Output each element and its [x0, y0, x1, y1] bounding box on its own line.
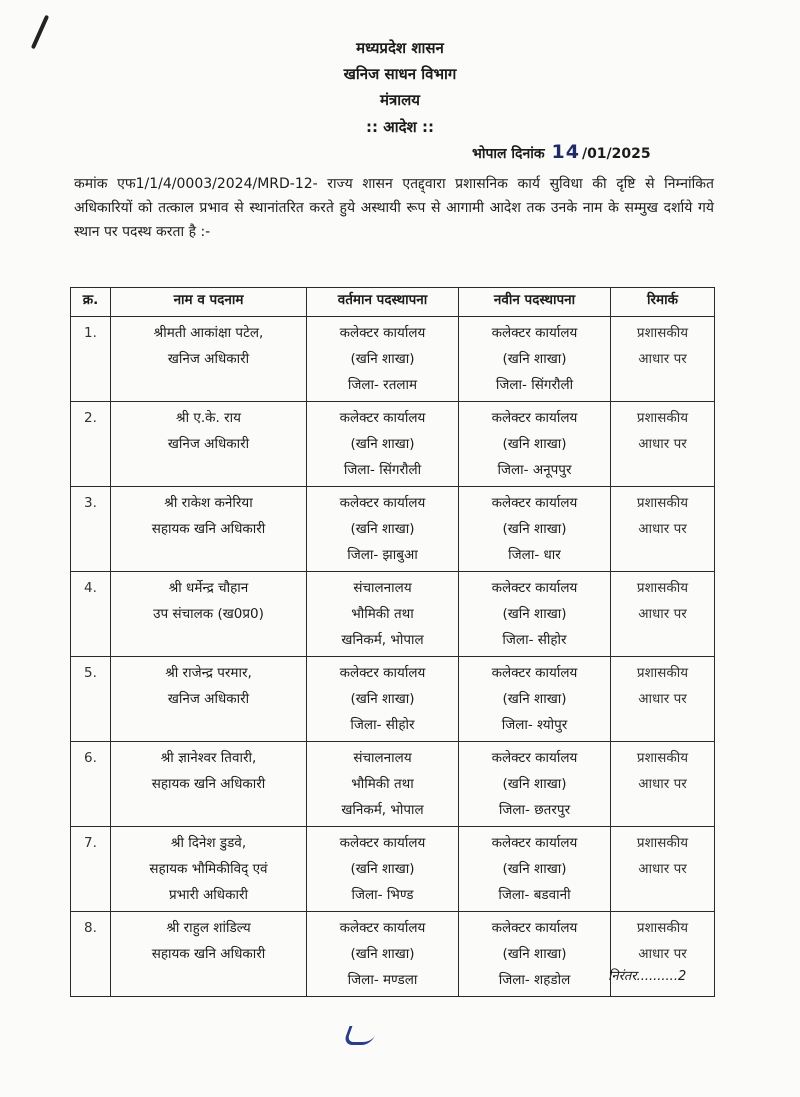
cell-new-posting-line: कलेक्टर कार्यालय: [491, 495, 578, 511]
cell-name-designation: [111, 827, 307, 912]
cell-current-posting-line: (खनि शाखा): [350, 351, 415, 367]
cell-current-posting: [307, 742, 459, 827]
cell-remark: [611, 317, 715, 402]
cell-sno: [71, 912, 111, 997]
cell-new-posting-line: (खनि शाखा): [502, 776, 567, 792]
cell-current-posting-line: संचालनालय: [353, 750, 412, 766]
col-header-remark: रिमार्क: [611, 288, 715, 317]
table-row: [71, 657, 715, 742]
cell-name-designation-line: सहायक खनि अधिकारी: [151, 946, 266, 962]
cell-name-designation: [111, 317, 307, 402]
cell-name-designation-line: श्री ए.के. राय: [176, 410, 241, 426]
cell-new-posting-line: कलेक्टर कार्यालय: [491, 665, 578, 681]
cell-sno-line: 1.: [84, 325, 97, 341]
cell-current-posting-line: (खनि शाखा): [350, 861, 415, 877]
cell-remark-line: प्रशासकीय: [636, 325, 689, 341]
cell-new-posting-line: जिला- श्योपुर: [501, 717, 568, 733]
cell-name-designation: [111, 912, 307, 997]
cell-current-posting-line: कलेक्टर कार्यालय: [339, 495, 426, 511]
table-row: [71, 317, 715, 402]
cell-new-posting-line: कलेक्टर कार्यालय: [491, 750, 578, 766]
cell-new-posting-line: जिला- अनूपपुर: [497, 462, 572, 478]
cell-current-posting-line: कलेक्टर कार्यालय: [339, 410, 426, 426]
cell-current-posting: [307, 317, 459, 402]
continued-note: निरंतर..........2: [608, 969, 687, 984]
cell-current-posting-line: (खनि शाखा): [350, 691, 415, 707]
cell-sno-line: 7.: [84, 835, 97, 851]
cell-name-designation-line: खनिज अधिकारी: [167, 691, 250, 707]
cell-current-posting: [307, 487, 459, 572]
cell-sno-line: 3.: [84, 495, 97, 511]
col-header-current-posting: वर्तमान पदस्थापना: [307, 288, 459, 317]
cell-current-posting-line: जिला- सिंगरौली: [343, 462, 422, 478]
cell-remark-line: प्रशासकीय: [636, 580, 689, 596]
cell-new-posting: [459, 912, 611, 997]
cell-current-posting-line: कलेक्टर कार्यालय: [339, 325, 426, 341]
cell-new-posting: [459, 742, 611, 827]
cell-current-posting-line: जिला- रतलाम: [347, 377, 418, 393]
cell-remark-line: आधार पर: [638, 776, 687, 792]
cell-new-posting-line: (खनि शाखा): [502, 691, 567, 707]
table-row: [71, 487, 715, 572]
cell-current-posting-line: जिला- मण्डला: [347, 972, 418, 988]
cell-name-designation-line: श्री राजेन्द्र परमार,: [165, 665, 252, 681]
table-body: [71, 317, 715, 997]
cell-new-posting-line: कलेक्टर कार्यालय: [491, 410, 578, 426]
table-row: [71, 827, 715, 912]
cell-name-designation-line: उप संचालक (ख0प्र0): [153, 606, 264, 622]
cell-new-posting-line: जिला- छतरपुर: [498, 802, 571, 818]
cell-sno-line: 4.: [84, 580, 97, 596]
order-intro-paragraph: कमांक एफ1/1/4/0003/2024/MRD-12- राज्य शासन एतद्द्वारा प्रशासनिक कार्य सुविधा की दृष्टि से निम्नांकित अधिकारियों को तत्काल प्रभाव से स्थानांतरित करते हुये अस्थायी रूप से आगामी आदेश तक उनके नाम के सम्मुख दर्शाये गये स्थान पर पदस्थ करता है :-: [74, 176, 714, 240]
table-row: [71, 742, 715, 827]
cell-new-posting-line: (खनि शाखा): [502, 436, 567, 452]
cell-current-posting-line: जिला- सीहोर: [350, 717, 415, 733]
handwritten-initial: [343, 1026, 379, 1045]
cell-current-posting-line: खनिकर्म, भोपाल: [341, 802, 424, 818]
cell-remark-line: आधार पर: [638, 946, 687, 962]
cell-sno: [71, 317, 111, 402]
cell-new-posting: [459, 317, 611, 402]
col-header-name: नाम व पदनाम: [111, 288, 307, 317]
cell-remark: [611, 572, 715, 657]
cell-name-designation-line: सहायक भौमिकीविद् एवं: [149, 861, 268, 877]
cell-name-designation: [111, 402, 307, 487]
cell-new-posting: [459, 487, 611, 572]
cell-current-posting-line: (खनि शाखा): [350, 521, 415, 537]
cell-remark-line: प्रशासकीय: [636, 835, 689, 851]
date-label: भोपाल दिनांक: [472, 146, 545, 162]
cell-new-posting-line: जिला- सीहोर: [502, 632, 567, 648]
cell-current-posting: [307, 402, 459, 487]
cell-current-posting: [307, 827, 459, 912]
cell-new-posting-line: जिला- सिंगरौली: [495, 377, 574, 393]
cell-remark: [611, 742, 715, 827]
cell-remark-line: आधार पर: [638, 521, 687, 537]
cell-remark: [611, 402, 715, 487]
cell-remark-line: प्रशासकीय: [636, 410, 689, 426]
cell-current-posting-line: भौमिकी तथा: [351, 606, 414, 622]
cell-name-designation: [111, 742, 307, 827]
col-header-sno: क्र.: [71, 288, 111, 317]
cell-remark-line: आधार पर: [638, 436, 687, 452]
cell-current-posting-line: भौमिकी तथा: [351, 776, 414, 792]
cell-name-designation-line: श्री ज्ञानेश्वर तिवारी,: [160, 750, 257, 766]
cell-name-designation-line: सहायक खनि अधिकारी: [151, 521, 266, 537]
cell-name-designation-line: श्री दिनेश डुडवे,: [170, 835, 247, 851]
cell-sno: [71, 742, 111, 827]
table-header-row: [71, 288, 715, 317]
cell-remark-line: आधार पर: [638, 351, 687, 367]
cell-new-posting-line: (खनि शाखा): [502, 946, 567, 962]
cell-new-posting: [459, 402, 611, 487]
cell-name-designation-line: खनिज अधिकारी: [167, 351, 250, 367]
cell-name-designation-line: श्री राकेश कनेरिया: [164, 495, 253, 511]
cell-sno: [71, 657, 111, 742]
cell-new-posting: [459, 572, 611, 657]
col-header-new-posting: नवीन पदस्थापना: [459, 288, 611, 317]
cell-remark-line: प्रशासकीय: [636, 750, 689, 766]
header-order-title: :: आदेश ::: [366, 118, 434, 136]
cell-new-posting: [459, 657, 611, 742]
cell-current-posting-line: जिला- झाबुआ: [347, 547, 418, 563]
cell-new-posting-line: (खनि शाखा): [502, 861, 567, 877]
cell-sno: [71, 572, 111, 657]
cell-current-posting-line: कलेक्टर कार्यालय: [339, 920, 426, 936]
cell-current-posting-line: (खनि शाखा): [350, 436, 415, 452]
cell-name-designation-line: श्री धर्मेन्द्र चौहान: [168, 580, 249, 596]
cell-name-designation-line: सहायक खनि अधिकारी: [151, 776, 266, 792]
cell-current-posting-line: जिला- भिण्ड: [351, 887, 414, 903]
cell-remark: [611, 487, 715, 572]
table-row: [71, 572, 715, 657]
cell-remark-line: आधार पर: [638, 606, 687, 622]
cell-new-posting-line: जिला- धार: [508, 547, 561, 563]
header-department: खनिज साधन विभाग: [343, 65, 457, 83]
date-line: [472, 141, 651, 163]
table-row: [71, 402, 715, 487]
cell-current-posting-line: खनिकर्म, भोपाल: [341, 632, 424, 648]
date-day: 14: [551, 141, 580, 163]
cell-sno-line: 6.: [84, 750, 97, 766]
cell-sno: [71, 487, 111, 572]
cell-sno-line: 8.: [84, 920, 97, 936]
transfer-table: [70, 287, 715, 997]
cell-remark-line: आधार पर: [638, 691, 687, 707]
cell-remark: [611, 827, 715, 912]
cell-new-posting-line: जिला- बडवानी: [498, 887, 571, 903]
cell-current-posting-line: कलेक्टर कार्यालय: [339, 665, 426, 681]
cell-new-posting-line: कलेक्टर कार्यालय: [491, 920, 578, 936]
cell-sno-line: 5.: [84, 665, 97, 681]
cell-sno: [71, 402, 111, 487]
cell-new-posting-line: कलेक्टर कार्यालय: [491, 325, 578, 341]
cell-sno-line: 2.: [84, 410, 97, 426]
cell-sno: [71, 827, 111, 912]
cell-name-designation: [111, 487, 307, 572]
cell-current-posting: [307, 657, 459, 742]
cell-new-posting-line: (खनि शाखा): [502, 351, 567, 367]
cell-name-designation: [111, 657, 307, 742]
cell-new-posting-line: (खनि शाखा): [502, 606, 567, 622]
date-month-year: /01/2025: [581, 146, 651, 162]
cell-current-posting: [307, 572, 459, 657]
cell-current-posting-line: कलेक्टर कार्यालय: [339, 835, 426, 851]
cell-name-designation-line: श्री राहुल शांडिल्य: [166, 920, 251, 936]
cell-name-designation: [111, 572, 307, 657]
cell-new-posting-line: (खनि शाखा): [502, 521, 567, 537]
header-office: मंत्रालय: [379, 91, 420, 109]
cell-current-posting: [307, 912, 459, 997]
cell-name-designation-line: प्रभारी अधिकारी: [169, 887, 248, 903]
cell-new-posting-line: कलेक्टर कार्यालय: [491, 580, 578, 596]
cell-new-posting-line: कलेक्टर कार्यालय: [491, 835, 578, 851]
cell-new-posting-line: जिला- शहडोल: [498, 972, 571, 988]
cell-name-designation-line: खनिज अधिकारी: [167, 436, 250, 452]
cell-remark-line: आधार पर: [638, 861, 687, 877]
cell-current-posting-line: (खनि शाखा): [350, 946, 415, 962]
cell-remark: [611, 657, 715, 742]
cell-remark-line: प्रशासकीय: [636, 665, 689, 681]
header-govt: मध्यप्रदेश शासन: [356, 39, 444, 57]
cell-remark-line: प्रशासकीय: [636, 495, 689, 511]
cell-remark-line: प्रशासकीय: [636, 920, 689, 936]
cell-new-posting: [459, 827, 611, 912]
cell-name-designation-line: श्रीमती आकांक्षा पटेल,: [153, 325, 264, 341]
cell-current-posting-line: संचालनालय: [353, 580, 412, 596]
